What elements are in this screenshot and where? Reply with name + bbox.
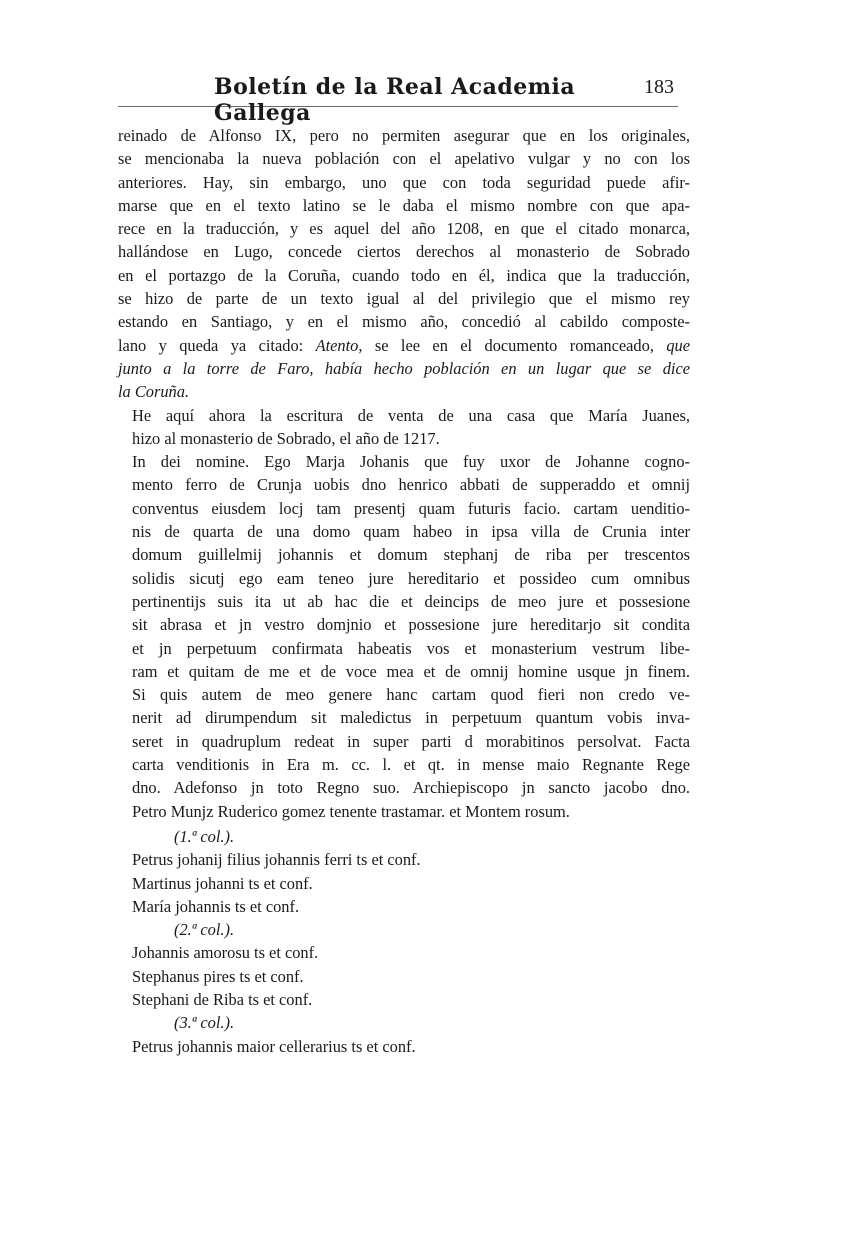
text-line: se hizo de parte de un texto igual al del privilegio que el mismo rey xyxy=(118,289,690,309)
text-line: seret in quadruplum redeat in super parti d morabitinos persolvat. Facta xyxy=(132,731,690,751)
witness-list xyxy=(118,825,690,1058)
text-line-mixed xyxy=(118,334,690,357)
text-line: nerit ad dirumpendum sit maledictus in perpetuum quantum vobis inva- xyxy=(132,708,690,728)
italic-quote-line: junto a la torre de Faro, había hecho población en un lugar que se dice xyxy=(118,358,690,378)
text-line: solidis sicutj ego eam teneo jure hereditario et possideo cum omnibus xyxy=(132,568,690,588)
witness-entry: Petrus johannis maior cellerarius ts et conf. xyxy=(132,1036,416,1056)
italic-quote-word: Atento, xyxy=(315,335,363,355)
column-heading: (3.ª col.). xyxy=(174,1013,235,1033)
page-number: 183 xyxy=(644,76,674,98)
running-title: Boletín de la Real Academia Gallega xyxy=(214,74,576,126)
witness-entry: María johannis ts et conf. xyxy=(132,896,300,916)
text-line: Si quis autem de meo genere hanc cartam quod fieri non credo ve- xyxy=(132,685,690,705)
witness-entry: Petrus johanij filius johannis ferri ts et conf. xyxy=(132,850,421,870)
text-line: en el portazgo de la Coruña, cuando todo en él, indica que la traducción, xyxy=(118,265,690,285)
text-line: He aquí ahora la escritura de venta de una casa que María Juanes, xyxy=(132,405,690,425)
page-body xyxy=(118,124,690,1058)
text-line: et jn perpetuum confirmata habeatis vos et monasterium vestrum libe- xyxy=(132,638,690,658)
text-line: domum guillelmij johannis et domum stephanj de riba per trescentos xyxy=(132,545,690,565)
text-line: ram et quitam de me et de voce mea et de omnij homine usque jn finem. xyxy=(132,661,690,681)
column-heading: (2.ª col.). xyxy=(174,920,235,940)
text-line: anteriores. Hay, sin embargo, uno que con toda seguridad puede afir- xyxy=(118,172,690,192)
paragraph-sale-intro xyxy=(118,404,690,451)
witness-entry: Stephanus pires ts et conf. xyxy=(132,966,304,986)
text-line: pertinentijs suis ita ut ab hac die et deincips de meo jure et possesione xyxy=(132,591,690,611)
italic-quote-line: la Coruña. xyxy=(118,382,190,402)
latin-charter xyxy=(118,450,690,823)
text-line: In dei nomine. Ego Marja Johanis que fuy uxor de Johanne cogno- xyxy=(132,452,690,472)
text-line: hizo al monasterio de Sobrado, el año de 1217. xyxy=(132,428,440,448)
text-run: lano y queda ya citado: xyxy=(118,335,316,355)
text-line: dno. Adefonso jn toto Regno suo. Archiepiscopo jn sancto jacobo dno. xyxy=(132,778,690,798)
text-line: conventus eiusdem locj tam presentj quam futuris facio. cartam uenditio- xyxy=(132,498,690,518)
text-line: hallándose en Lugo, concede ciertos derechos al monasterio de Sobrado xyxy=(118,242,690,262)
witness-entry: Martinus johanni ts et conf. xyxy=(132,873,313,893)
text-line: sit abrasa et jn vestro domjnio et possesione jure hereditarjo sit condita xyxy=(132,615,690,635)
italic-quote-start: que xyxy=(666,335,690,355)
text-run: se lee en el documento romanceado, xyxy=(362,335,667,355)
text-line: marse que en el texto latino se le daba el mismo nombre con que apa- xyxy=(118,195,690,215)
text-line: mento ferro de Crunja uobis dno henrico abbati de supperaddo et omnij xyxy=(132,475,690,495)
text-line: nis de quarta de una domo quam habeo in ipsa villa de Crunia inter xyxy=(132,522,690,542)
text-line: se mencionaba la nueva población con el apelativo vulgar y no con los xyxy=(118,149,690,169)
running-header xyxy=(118,72,678,126)
text-line: rece en la traducción, y es aquel del año 1208, en que el citado monarca, xyxy=(118,219,690,239)
text-line: carta venditionis in Era m. cc. l. et qt. in mense maio Regnante Rege xyxy=(132,755,690,775)
paragraph-alfonso xyxy=(118,124,690,404)
column-heading: (1.ª col.). xyxy=(174,826,235,846)
witness-entry: Johannis amorosu ts et conf. xyxy=(132,943,319,963)
text-line: estando en Santiago, y en el mismo año, concedió al cabildo composte- xyxy=(118,312,690,332)
text-line: Petro Munjz Ruderico gomez tenente trastamar. et Montem rosum. xyxy=(132,801,570,821)
text-line: reinado de Alfonso IX, pero no permiten asegurar que en los originales, xyxy=(118,126,690,145)
witness-entry: Stephani de Riba ts et conf. xyxy=(132,989,313,1009)
